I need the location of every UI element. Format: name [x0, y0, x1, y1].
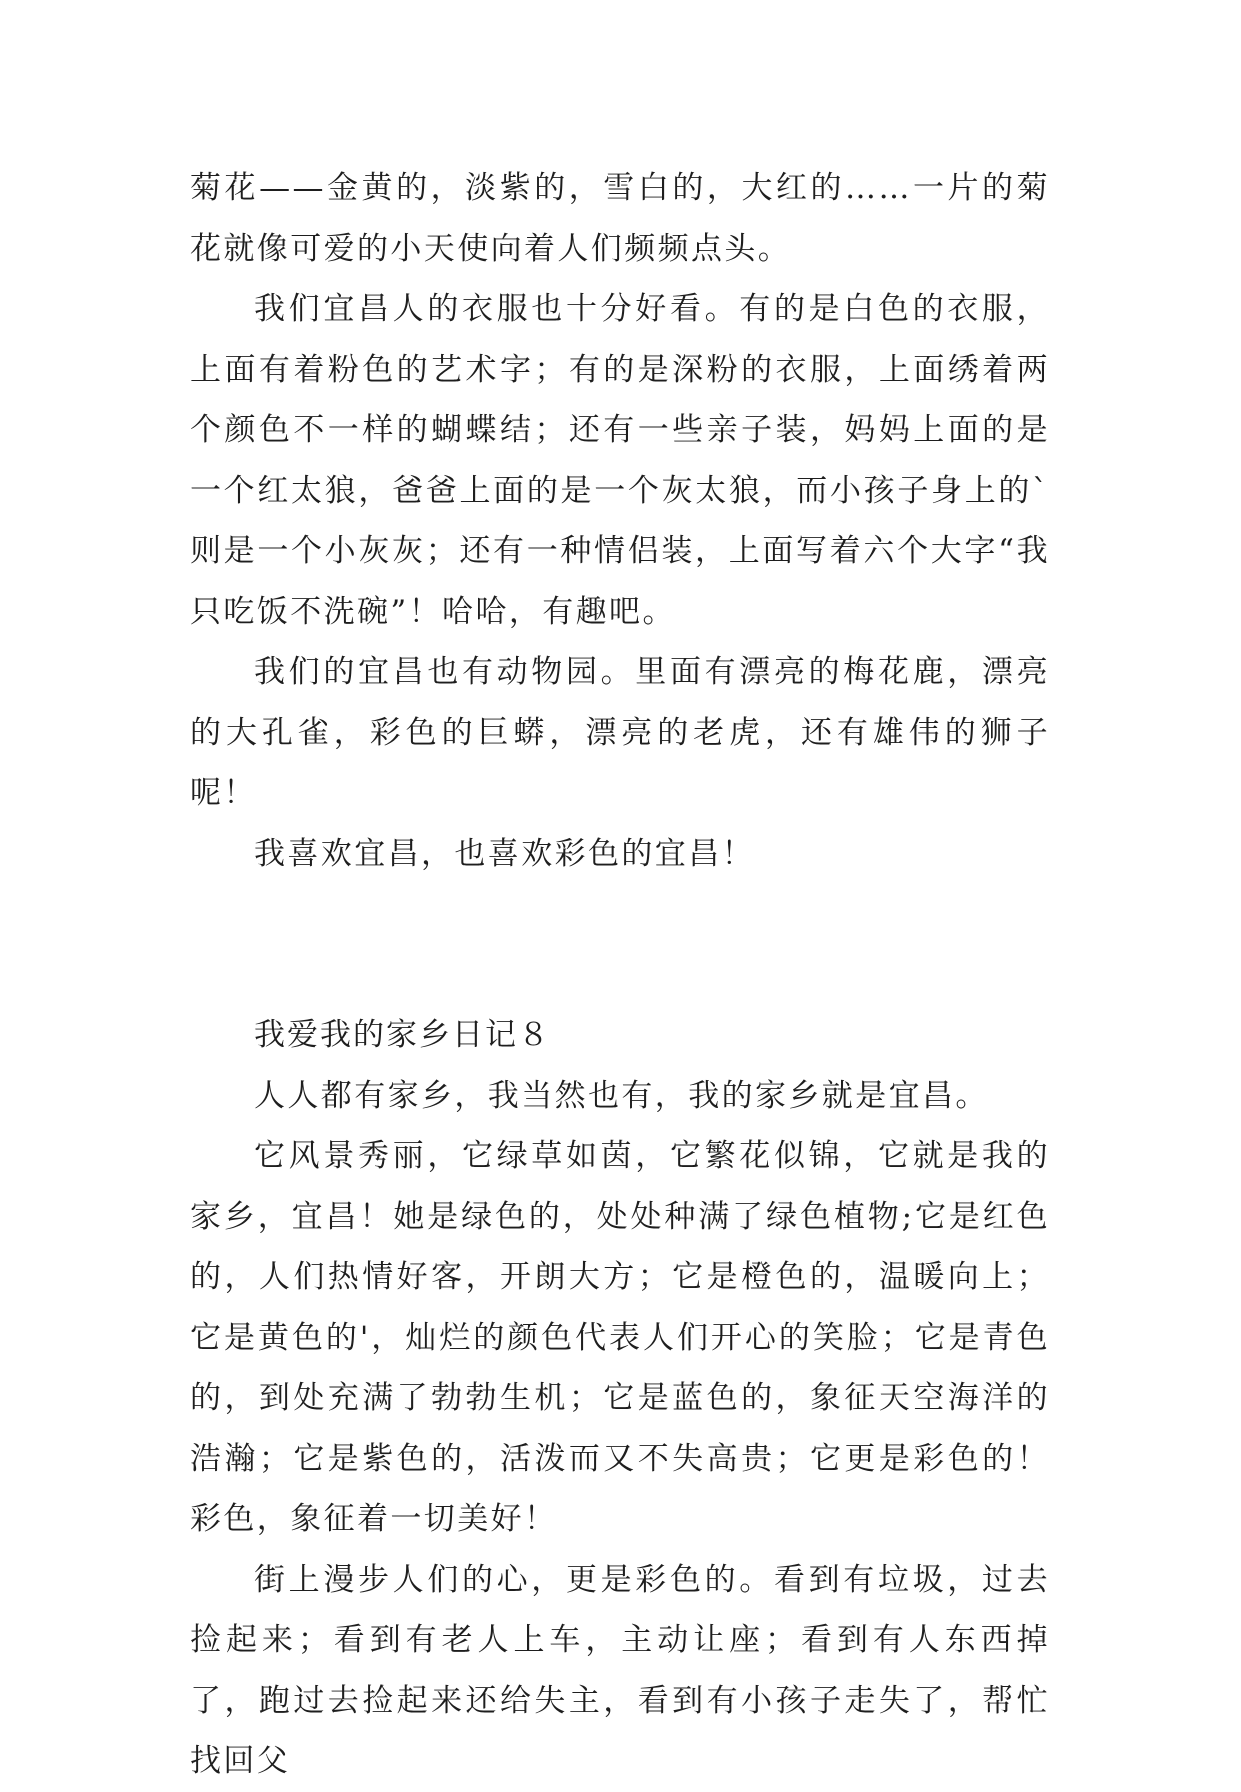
street-paragraph: 街上漫步人们的心，更是彩色的。看到有垃圾，过去捡起来；看到有老人上车，主动让座；看到有人东西掉了，跑过去捡起来还给失主，看到有小孩子走失了，帮忙找回父 [190, 1561, 1050, 1779]
section-gap [190, 884, 1050, 1005]
closing-paragraph: 我喜欢宜昌，也喜欢彩色的宜昌！ [254, 835, 755, 872]
intro-paragraph: 菊花——金黄的，淡紫的，雪白的，大红的……一片的菊花就像可爱的小天使向着人们频频点头。 [190, 170, 1050, 267]
document-page [190, 158, 1050, 1792]
hometown-paragraph: 人人都有家乡，我当然也有，我的家乡就是宜昌。 [254, 1077, 989, 1114]
zoo-paragraph: 我们的宜昌也有动物园。里面有漂亮的梅花鹿，漂亮的大孔雀，彩色的巨蟒，漂亮的老虎，还有雄伟的狮子呢！ [190, 654, 1050, 811]
diary-title: 我爱我的家乡日记８ [254, 1017, 551, 1053]
clothing-paragraph: 我们宜昌人的衣服也十分好看。有的是白色的衣服，上面有着粉色的艺术字；有的是深粉的衣服，上面绣着两个颜色不一样的蝴蝶结；还有一些亲子装，妈妈上面的是一个红太狼，爸爸上面的是一个灰太狼，而小孩子身上的`则是一个小灰灰；还有一种情侣装，上面写着六个大字“我只吃饭不洗碗”！哈哈，有趣吧。 [190, 291, 1050, 630]
scenery-paragraph: 它风景秀丽，它绿草如茵，它繁花似锦，它就是我的家乡，宜昌！她是绿色的，处处种满了绿色植物;它是红色的，人们热情好客，开朗大方；它是橙色的，温暖向上；它是黄色的'，灿烂的颜色代表人们开心的笑脸；它是青色的，到处充满了勃勃生机；它是蓝色的，象征天空海洋的浩瀚；它是紫色的，活泼而又不失高贵；它更是彩色的！彩色，象征着一切美好！ [190, 1138, 1050, 1537]
